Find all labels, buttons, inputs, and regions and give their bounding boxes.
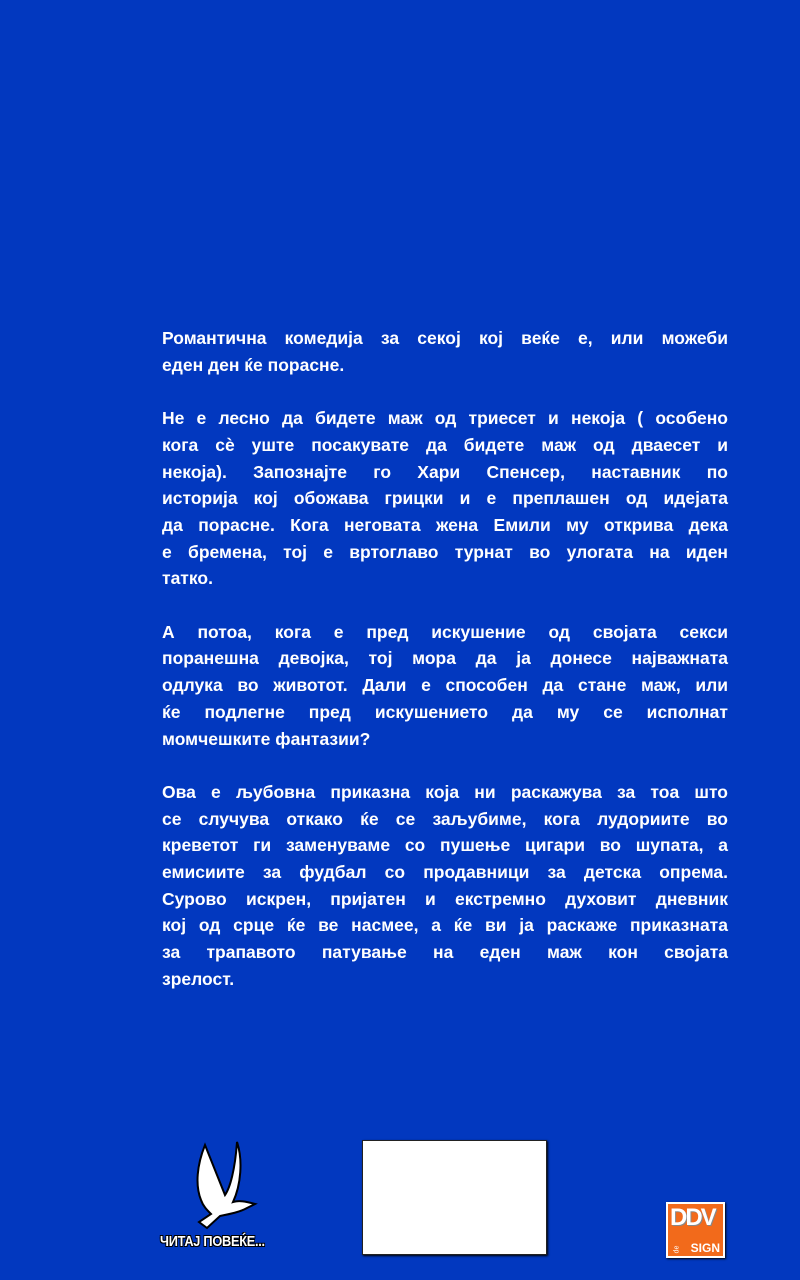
- text-line: некоја). Запознајте го Хари Спенсер, наставник по: [162, 461, 728, 482]
- read-more-label: ЧИТАЈ ПОВЕЌЕ...: [160, 1233, 265, 1250]
- text-line: ќе подлегне пред искушението да му се исполнат: [162, 701, 728, 722]
- text-line: историја кој обожава грицки и е преплашен од идејата: [162, 488, 728, 509]
- back-cover-blurb: [162, 325, 728, 1019]
- text-line: еден ден ќе порасне.: [162, 354, 345, 375]
- text-line: креветот ги заменуваме со пушење цигари во шупата, а: [162, 835, 728, 856]
- text-line: татко.: [162, 568, 213, 589]
- barcode-area: [362, 1140, 547, 1255]
- text-line: момчешките фантазии?: [162, 728, 371, 749]
- ddv-design-logo: [666, 1202, 725, 1258]
- text-line: емисиите за фудбал со продавници за детска опрема.: [162, 862, 728, 883]
- text-line: е бремена, тој е вртоглаво турнат во улогата на иден: [162, 541, 728, 562]
- text-line: се случува откако ќе се заљубиме, кога лудориите во: [162, 808, 728, 829]
- text-line: кој од срце ќе ве насмее, а ќе ви ја раскаже приказната: [162, 915, 728, 936]
- text-line: Романтична комедија за секој кој веќе е, или можеби: [162, 328, 728, 348]
- text-line: зрелост.: [162, 968, 235, 989]
- logo-de: de: [673, 1245, 681, 1254]
- paragraph: [162, 325, 728, 378]
- text-line: поранешна девојка, тој мора да ја донесе најважната: [162, 648, 728, 669]
- text-line: кога сѐ уште посакувате да бидете маж од дваесет и: [162, 434, 728, 455]
- paragraph: [162, 619, 728, 753]
- logo-text: DDV: [670, 1204, 715, 1231]
- paragraph: [162, 405, 728, 592]
- text-line: А потоа, кога е пред искушение од својата секси: [162, 621, 728, 642]
- text-line: Сурово искрен, пријатен и екстремно духовит дневник: [162, 888, 728, 909]
- text-line: Ова е љубовна приказна која ни раскажува за тоа што: [162, 781, 728, 802]
- text-line: одлука во животот. Дали е способен да стане маж, или: [162, 675, 728, 696]
- text-line: за трапавото патување на еден маж кон својата: [162, 942, 728, 963]
- dove-icon: [185, 1140, 265, 1230]
- text-line: Не е лесно да бидете маж од триесет и некоја ( особено: [162, 408, 728, 429]
- logo-sign: SIGN: [690, 1241, 720, 1255]
- text-line: да порасне. Кога неговата жена Емили му открива дека: [162, 514, 728, 535]
- paragraph: [162, 779, 728, 993]
